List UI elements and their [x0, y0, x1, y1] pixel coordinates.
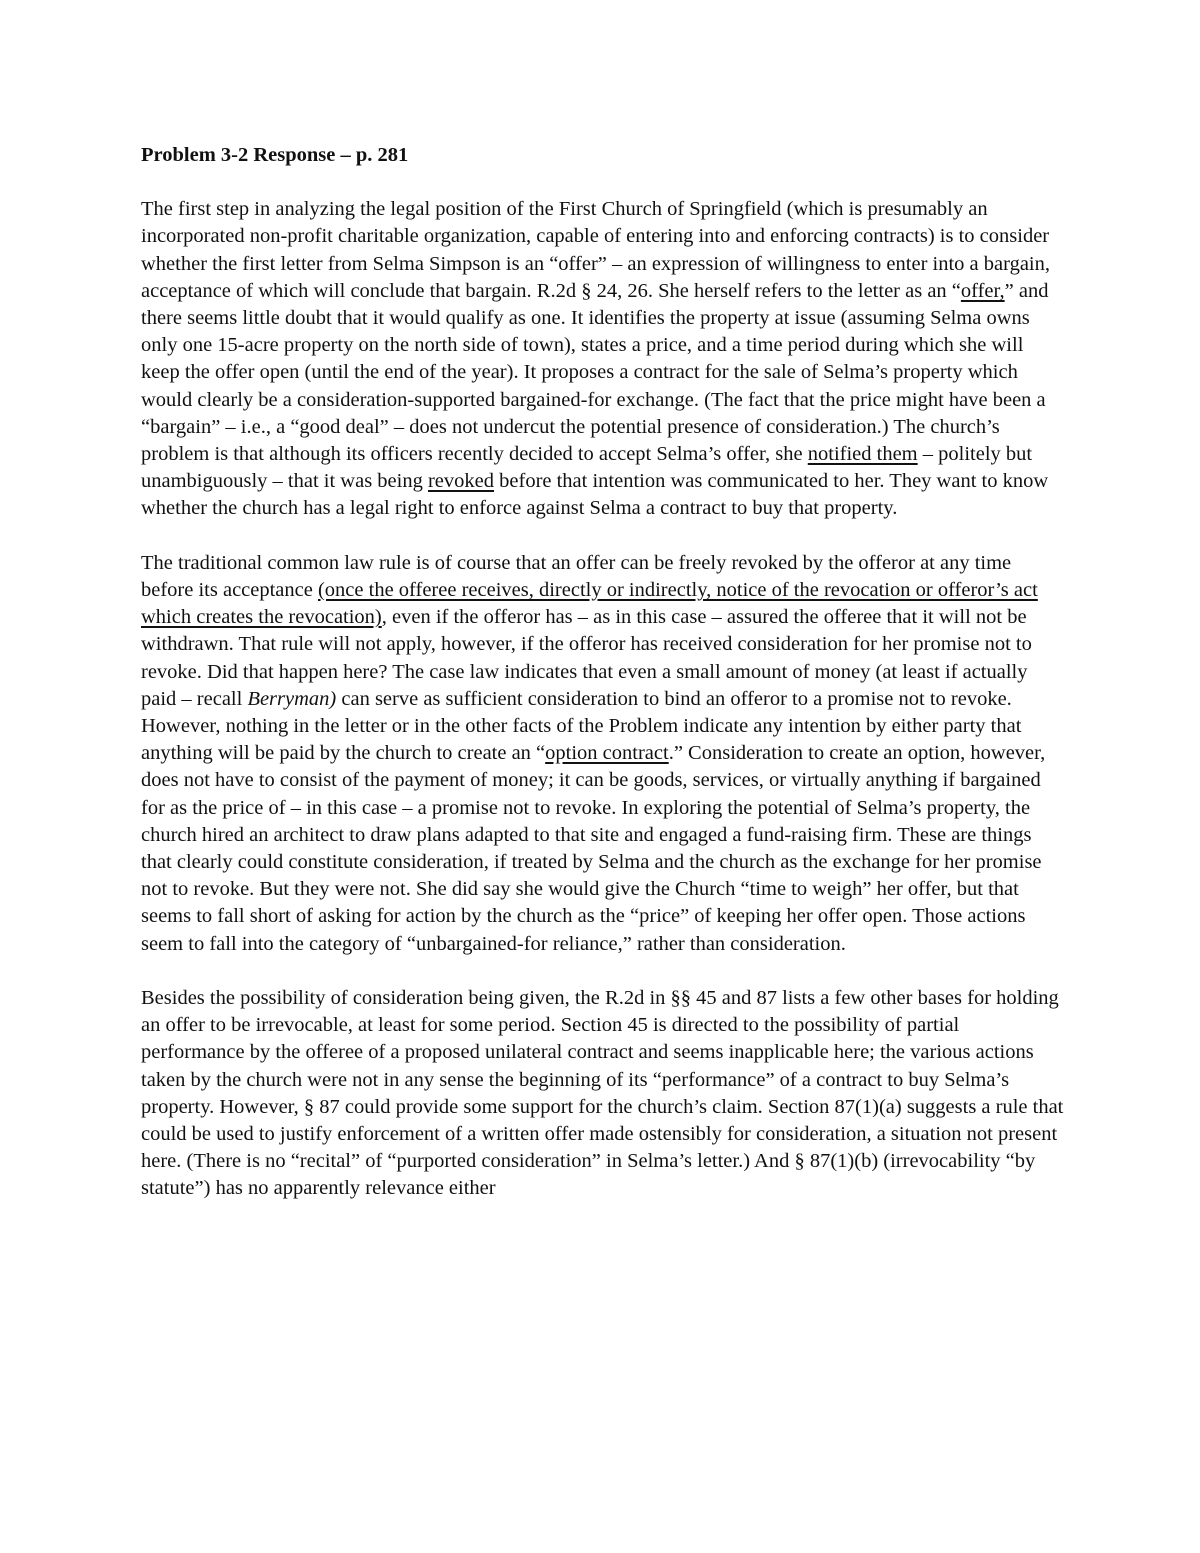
underlined-text: notified them — [807, 443, 918, 466]
text-run: ” and there seems little doubt that it would qualify as one. It identifies the property at issue (assuming Selma owns only one 15-acre property on the north side of town), states a price, and a time period during which she will keep the offer open (until the end of the year). It proposes a contract for the sale of Selma’s property which would clearly be a consideration-supported bargained-for exchange. (The fact that the price might have been a “bargain” – i.e., a “good deal” – does not undercut the potential presence of consideration.) The church’s problem is that although its officers recently decided to accept Selma’s offer, she — [141, 279, 1049, 466]
text-run: , even if the offeror has – as in this case – assured the offeree that it will not be withdrawn. That rule will not apply, however, if the offeror has received consideration for her promise not to revoke. Did that happen here? The case law indicates that even a small amount of money (at least if actually paid – recall — [141, 606, 1032, 710]
text-run: The first step in analyzing the legal position of the First Church of Springfield (which is presumably an incorporated non-profit charitable organization, capable of entering into and enforcing contracts) is to consider whether the first letter from Selma Simpson is an “offer” – an expression of willingness to enter into a bargain, acceptance of which will conclude that bargain. R.2d § 24, 26. She herself refers to the letter as an “ — [141, 198, 1050, 302]
paragraph-2 — [141, 550, 1066, 958]
paragraph-3 — [141, 985, 1066, 1203]
text-run: The traditional common law rule is of course that an offer can be freely revoked by the offeror at any time before its acceptance — [141, 551, 1012, 602]
text-run: Besides the possibility of consideration being given, the R.2d in §§ 45 and 87 lists a few other bases for holding an offer to be irrevocable, at least for some period. Section 45 is directed to the possibility of partial performance by the offeree of a proposed unilateral contract and seems inapplicable here; the various actions taken by the church were not in any sense the beginning of its “performance” of a contract to buy Selma’s property. However, § 87 could provide some support for the church’s claim. Section 87(1)(a) suggests a rule that could be used to justify enforcement of a written offer made ostensibly for consideration, a situation not present here. (There is no “recital” of “purported consideration” in Selma’s letter.) And § 87(1)(b) (irrevocability “by statute”) has no apparently relevance either — [141, 987, 1064, 1200]
text-run: .” Consideration to create an option, however, does not have to consist of the payment of money; it can be goods, services, or virtually anything if bargained for as the price of – in this case – a promise not to revoke. In exploring the potential of Selma’s property, the church hired an architect to draw plans adapted to that site and engaged a fund-raising firm. These are things that clearly could constitute consideration, if treated by Selma and the church as the exchange for her promise not to revoke. But they were not. She did say she would give the Church “time to weigh” her offer, but that seems to fall short of asking for action by the church as the “price” of keeping her offer open. Those actions seem to fall into the category of “unbargained-for reliance,” rather than consideration. — [141, 742, 1046, 955]
underlined-text: offer, — [960, 279, 1005, 302]
case-name-italic: Berryman) — [247, 687, 337, 710]
underlined-text: option contract — [545, 742, 669, 765]
underlined-text: (once the offeree receives, directly or indirectly, notice of the revocation or offeror’s act which creates the revocation) — [141, 579, 1038, 629]
text-run: – politely but unambiguously – that it was being — [141, 443, 1033, 493]
document-title: Problem 3-2 Response – p. 281 — [141, 144, 409, 166]
document-body — [141, 142, 1066, 1230]
underlined-text: revoked — [427, 470, 495, 493]
text-run: before that intention was communicated to her. They want to know whether the church has a legal right to enforce against Selma a contract to buy that property. — [141, 470, 1049, 520]
text-run: can serve as sufficient consideration to bind an offeror to a promise not to revoke. However, nothing in the letter or in the other facts of the Problem indicate any intention by either party that anything will be paid by the church to create an “ — [141, 687, 1022, 765]
paragraph-1 — [141, 196, 1066, 522]
